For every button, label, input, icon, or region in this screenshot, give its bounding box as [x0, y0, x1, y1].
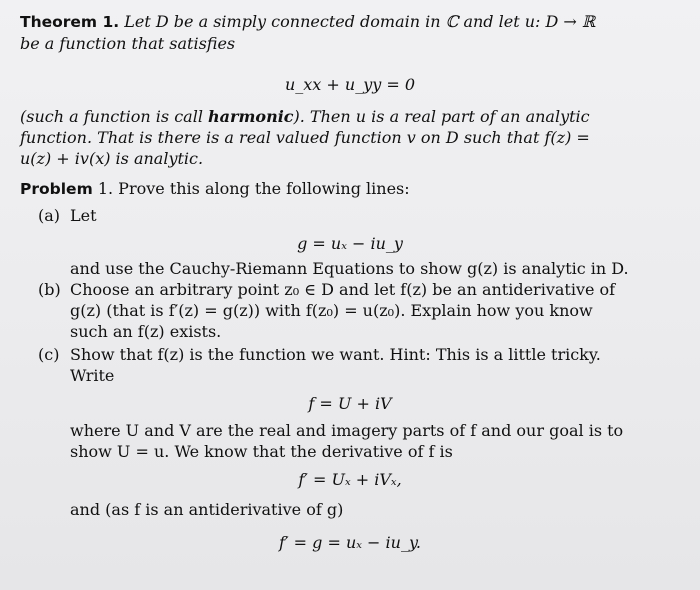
part-b-label: (b)	[38, 280, 61, 299]
theorem-line-4: function. That is there is a real valued function v on D such that f(z) =	[20, 128, 590, 147]
part-c-equation-1: f = U + iV	[308, 394, 392, 413]
laplace-equation: u_xx + u_yy = 0	[284, 75, 416, 94]
part-a-equation: g = uₓ − iu_y	[297, 234, 403, 253]
part-a-label: (a)	[38, 206, 61, 225]
theorem-line-5: u(z) + iv(x) is analytic.	[20, 149, 204, 168]
part-c-line-4: show U = u. We know that the derivative of f is	[70, 442, 453, 461]
part-c-line-1: Show that f(z) is the function we want. Hint: This is a little tricky.	[70, 345, 601, 364]
part-c-equation-2: f′ = Uₓ + iVₓ,	[298, 470, 402, 489]
problem-heading: Problem	[20, 180, 93, 198]
part-c-equation-3: f′ = g = uₓ − iu_y.	[279, 533, 421, 552]
problem-intro-line	[20, 179, 410, 199]
theorem-line-3	[20, 107, 590, 127]
theorem-line-3-post: ). Then u is a real part of an analytic	[293, 107, 590, 126]
harmonic-term: harmonic	[208, 107, 294, 126]
theorem-line-1	[20, 12, 595, 32]
theorem-text-1: Let D be a simply connected domain in ℂ and let u: D → ℝ	[124, 12, 596, 31]
part-b-line-3: such an f(z) exists.	[70, 322, 222, 341]
theorem-line-2: be a function that satisfies	[20, 34, 236, 53]
part-b-line-1: Choose an arbitrary point z₀ ∈ D and let f(z) be an antiderivative of	[70, 280, 616, 299]
theorem-line-3-pre: (such a function is call	[20, 107, 209, 126]
part-a-text: Let	[70, 206, 97, 225]
problem-intro: 1. Prove this along the following lines:	[92, 179, 410, 198]
part-c-line-3: where U and V are the real and imagery parts of f and our goal is to	[70, 421, 624, 440]
part-b-line-2: g(z) (that is f′(z) = g(z)) with f(z₀) = u(z₀). Explain how you know	[70, 301, 593, 320]
part-c-line-2: Write	[70, 366, 115, 385]
part-c-line-5: and (as f is an antiderivative of g)	[70, 500, 344, 519]
theorem-heading: Theorem 1.	[20, 13, 120, 31]
part-a-continuation: and use the Cauchy-Riemann Equations to show g(z) is analytic in D.	[70, 259, 629, 278]
part-c-label: (c)	[38, 345, 60, 364]
